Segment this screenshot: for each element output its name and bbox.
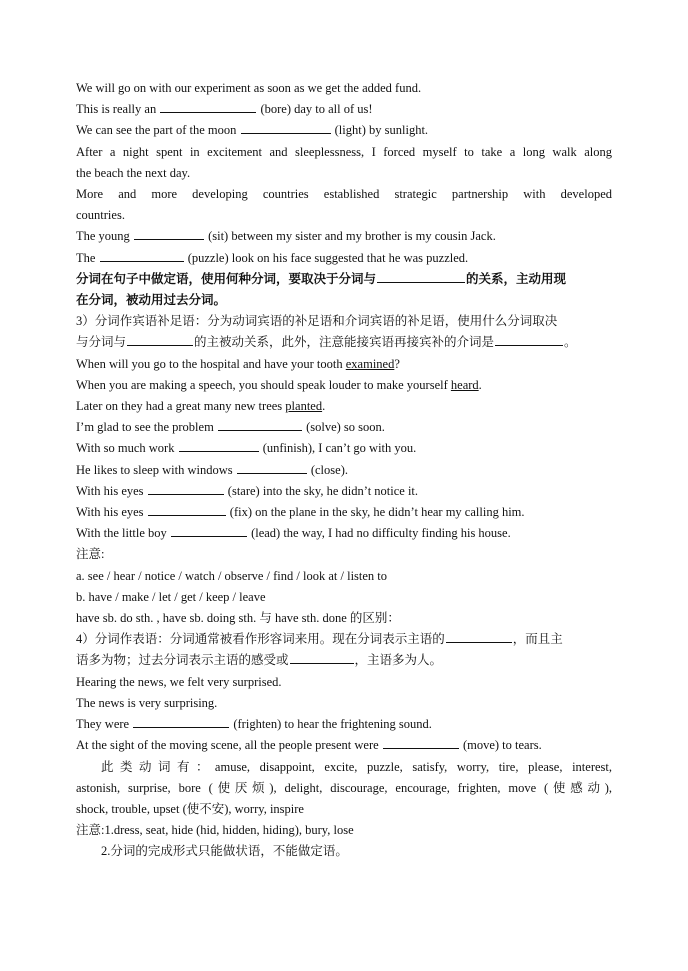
answer-blank[interactable] xyxy=(495,332,563,346)
verb-list: a. see / hear / notice / watch / observe / find / look at / listen to xyxy=(76,568,388,583)
answer-blank[interactable] xyxy=(290,650,354,664)
answer-blank[interactable] xyxy=(446,629,512,643)
exercise-sentence: He likes to sleep with windows (close). xyxy=(76,460,612,481)
exercise-sentence: They were (frighten) to hear the frightening sound. xyxy=(76,714,612,735)
exercise-sentence: The (puzzle) look on his face suggested that he was puzzled. xyxy=(76,248,612,269)
exercise-sentence: At the sight of the moving scene, all the people present were (move) to tears. xyxy=(76,735,612,756)
answer-blank[interactable] xyxy=(160,99,256,113)
answer-blank[interactable] xyxy=(218,417,302,431)
example-sentence: Later on they had a great many new trees planted. xyxy=(76,399,326,414)
verb-list: b. have / make / let / get / keep / leave xyxy=(76,589,266,604)
answer-blank[interactable] xyxy=(171,523,247,537)
exercise-sentence: The young (sit) between my sister and my brother is my cousin Jack. xyxy=(76,226,612,247)
answer-blank[interactable] xyxy=(383,735,459,749)
note-text: 注意:1.dress, seat, hide (hid, hidden, hiding), bury, lose xyxy=(76,823,354,838)
verb-list: shock, trouble, upset (使不安), worry, inspire xyxy=(76,801,304,816)
note-label: 注意: xyxy=(76,547,105,562)
answer-blank[interactable] xyxy=(237,460,307,474)
section-text: 语多为物；过去分词表示主语的感受或 ，主语多为人。 xyxy=(76,650,612,671)
exercise-sentence: With his eyes (fix) on the plane in the sky, he didn’t hear my calling him. xyxy=(76,502,612,523)
note-text: have sb. do sth. , have sb. doing sth. 与 have sth. done 的区别： xyxy=(76,611,400,626)
verb-list: astonish, surprise, bore (使厌烦), delight, discourage, encourage, frighten, move (使感动), xyxy=(76,780,612,795)
section-heading: 3）分词作宾语补足语：分为动词宾语的补足语和介词宾语的补足语，使用什么分词取决 xyxy=(76,314,558,329)
answer-blank[interactable] xyxy=(127,332,193,346)
example-sentence: When you are making a speech, you should speak louder to make yourself heard. xyxy=(76,377,482,392)
exercise-sentence: With so much work (unfinish), I can’t go with you. xyxy=(76,438,612,459)
answer-blank[interactable] xyxy=(179,438,259,452)
example-sentence: The news is very surprising. xyxy=(76,695,218,710)
sentence: More and more developing countries established strategic partnership with developed xyxy=(76,187,612,202)
answer-blank[interactable] xyxy=(148,481,224,495)
sentence: countries. xyxy=(76,208,125,223)
exercise-sentence: With the little boy (lead) the way, I had no difficulty finding his house. xyxy=(76,523,612,544)
section-heading: 4）分词作表语：分词通常被看作形容词来用。现在分词表示主语的 ，而且主 xyxy=(76,629,612,650)
exercise-sentence: With his eyes (stare) into the sky, he didn’t notice it. xyxy=(76,481,612,502)
exercise-sentence: We can see the part of the moon (light) by sunlight. xyxy=(76,120,612,141)
grammar-note: 分词在句子中做定语，使用何种分词，要取决于分词与 的关系，主动用现 xyxy=(76,269,612,290)
answer-blank[interactable] xyxy=(241,120,331,134)
answer-blank[interactable] xyxy=(134,226,204,240)
answer-blank[interactable] xyxy=(100,248,184,262)
grammar-note: 在分词，被动用过去分词。 xyxy=(76,293,227,308)
exercise-sentence: This is really an (bore) day to all of us! xyxy=(76,99,612,120)
verb-list: 此类动词有：amuse, disappoint, excite, puzzle, satisfy, worry, tire, please, interest, xyxy=(101,759,612,774)
sentence: the beach the next day. xyxy=(76,165,191,180)
example-sentence: Hearing the news, we felt very surprised. xyxy=(76,674,282,689)
answer-blank[interactable] xyxy=(133,714,229,728)
section-text: 与分词与 的主被动关系，此外，注意能接宾语再接宾补的介词是 。 xyxy=(76,332,612,353)
note-text: 2.分词的完成形式只能做状语，不能做定语。 xyxy=(101,844,348,859)
answer-blank[interactable] xyxy=(377,269,465,283)
sentence: We will go on with our experiment as soon as we get the added fund. xyxy=(76,81,422,95)
exercise-sentence: I’m glad to see the problem (solve) so soon. xyxy=(76,417,612,438)
example-sentence: When will you go to the hospital and have your tooth examined? xyxy=(76,356,400,371)
sentence: After a night spent in excitement and sleeplessness, I forced myself to take a long walk along xyxy=(76,144,612,159)
answer-blank[interactable] xyxy=(148,502,226,516)
